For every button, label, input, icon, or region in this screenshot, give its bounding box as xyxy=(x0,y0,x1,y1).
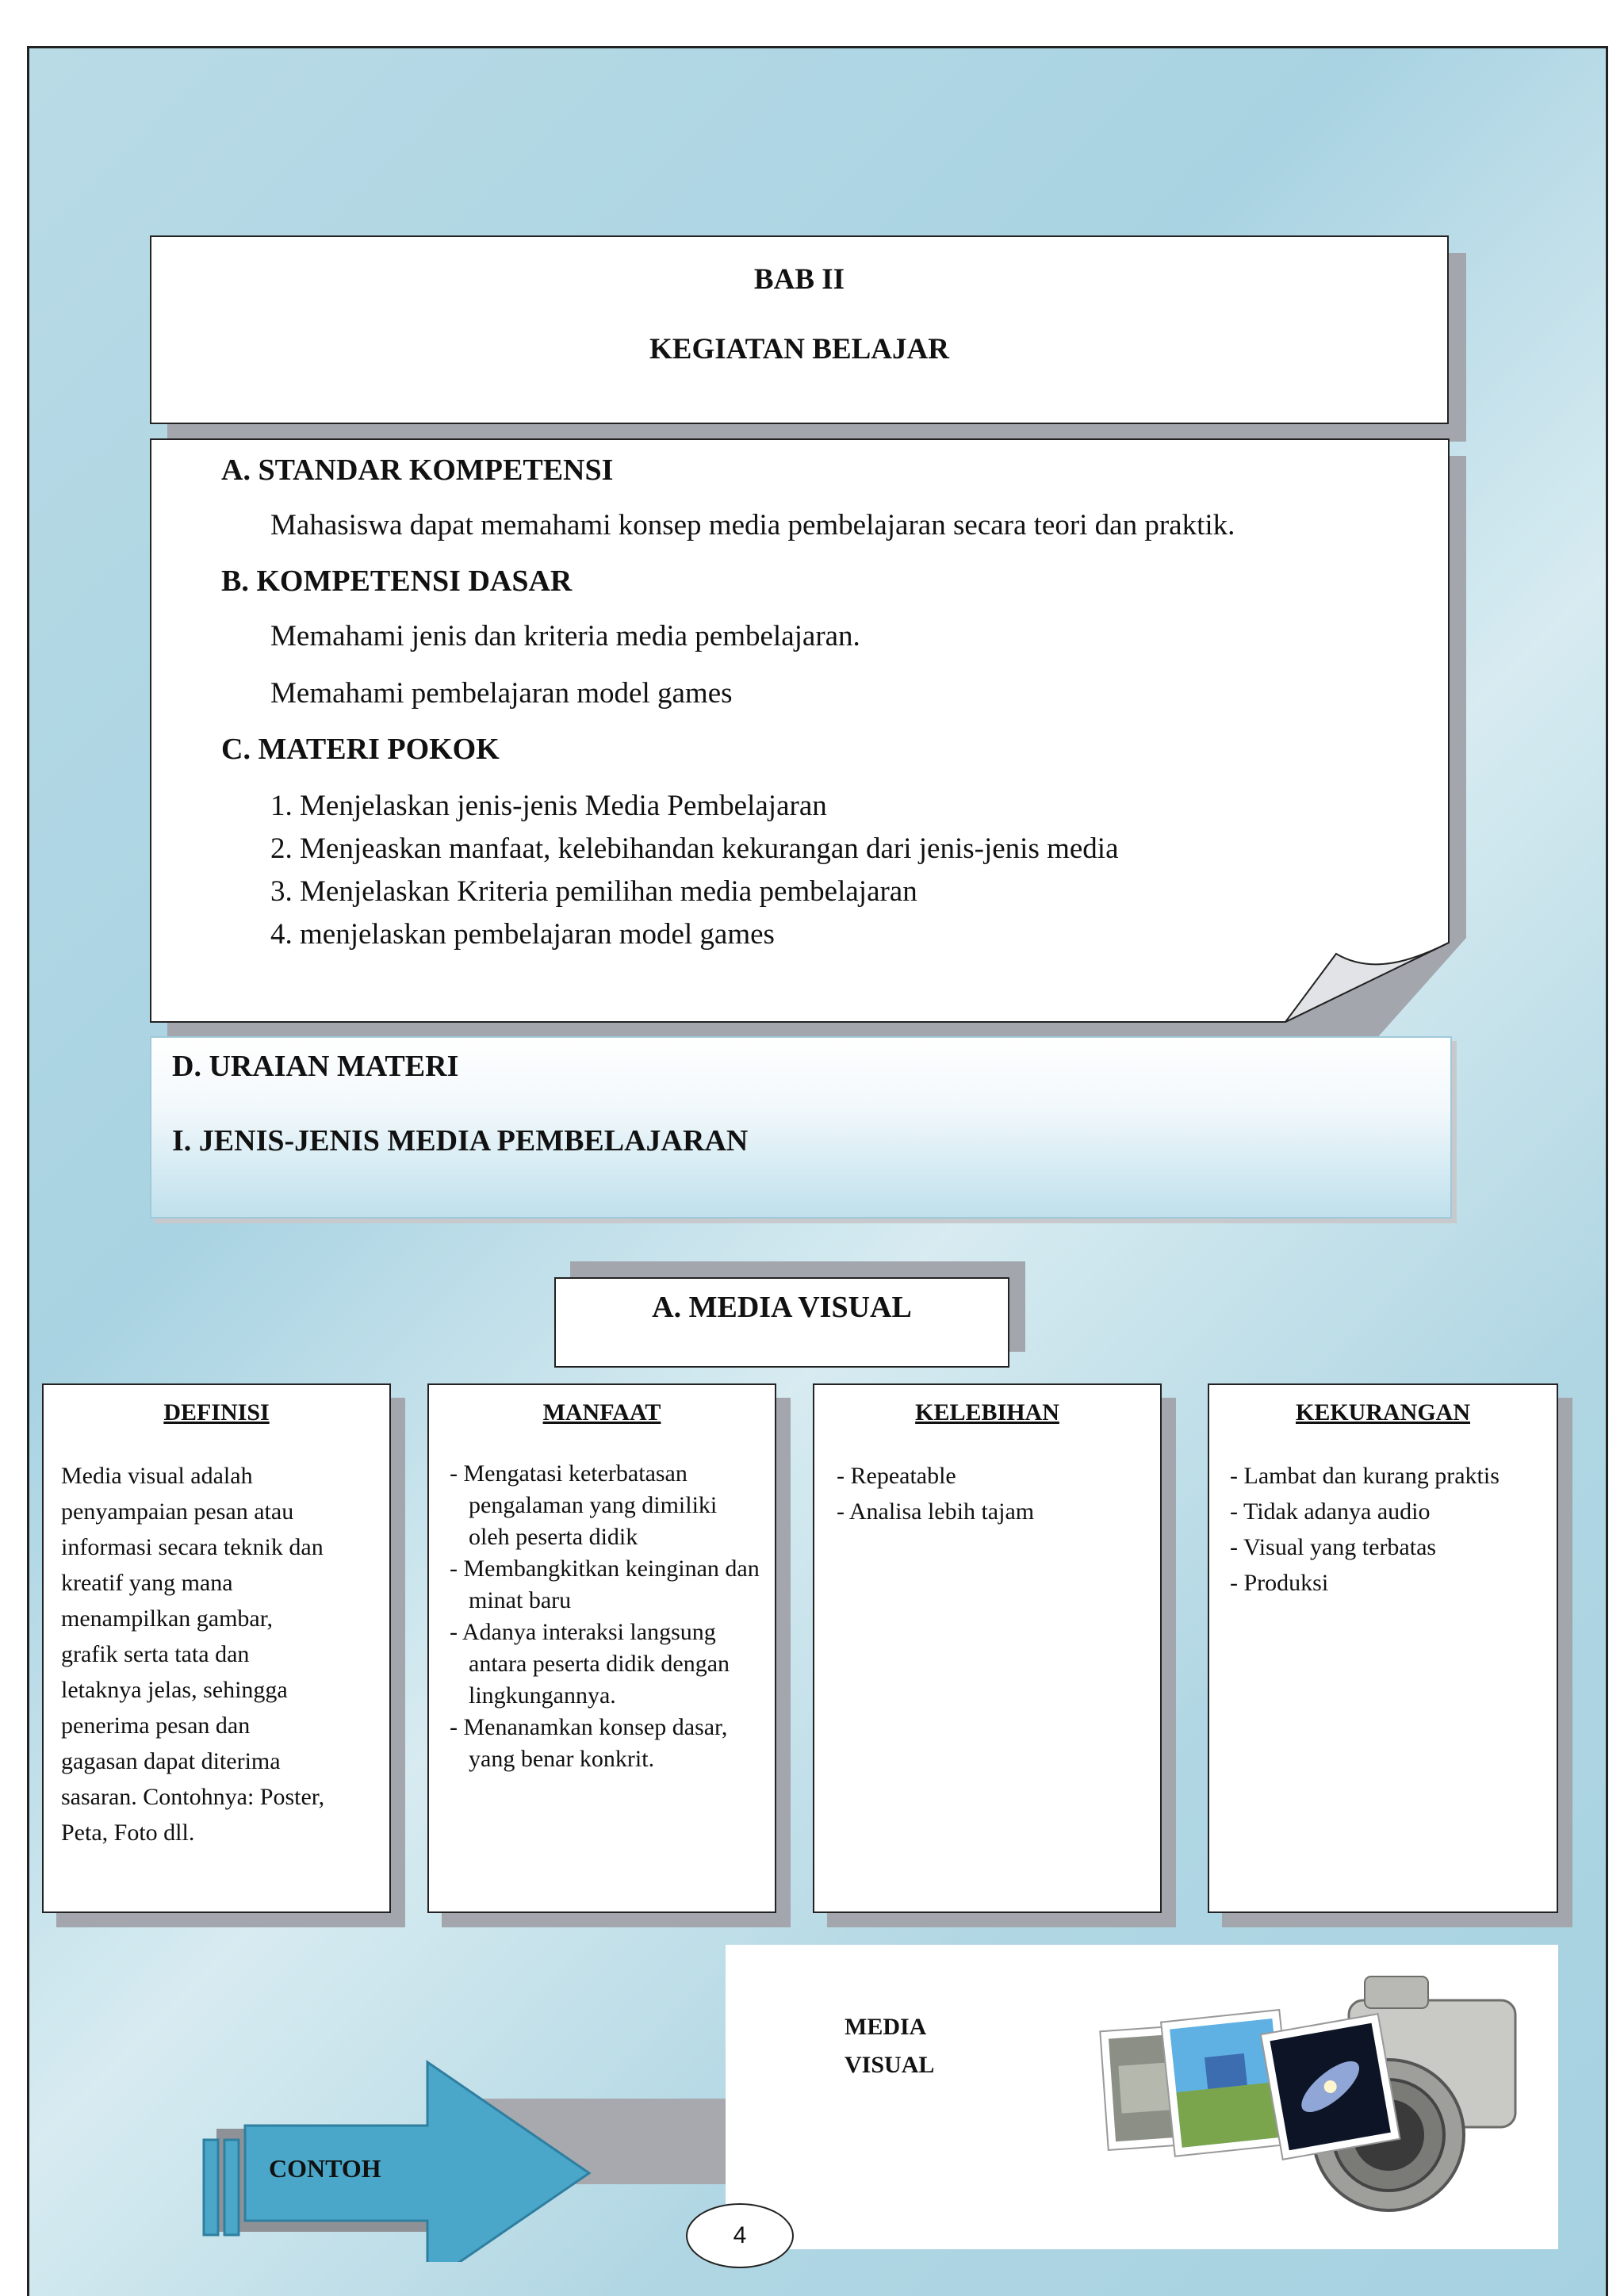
definisi-line: Peta, Foto dll. xyxy=(61,1820,195,1846)
kelebihan-body xyxy=(837,1458,1146,1529)
kompetensi-dasar-heading: B. KOMPETENSI DASAR xyxy=(221,564,573,598)
kompetensi-dasar-text-1: Memahami jenis dan kriteria media pembelajaran. xyxy=(270,620,860,652)
manfaat-item: - Menanamkan konsep dasar, yang benar konkrit. xyxy=(450,1714,728,1772)
kelebihan-title: KELEBIHAN xyxy=(915,1399,1059,1425)
definisi-line: grafik serta tata dan xyxy=(61,1641,250,1667)
kekurangan-item: - Produksi xyxy=(1230,1570,1329,1596)
definisi-line: letaknya jelas, sehingga xyxy=(61,1677,288,1703)
manfaat-item: - Mengatasi keterbatasan pengalaman yang dimiliki oleh peserta didik xyxy=(450,1460,718,1550)
definisi-line: kreatif yang mana xyxy=(61,1570,233,1596)
definisi-title: DEFINISI xyxy=(163,1399,270,1425)
kekurangan-body xyxy=(1230,1458,1544,1601)
definisi-line: menampilkan gambar, xyxy=(61,1605,274,1632)
kekurangan-title: KEKURANGAN xyxy=(1295,1399,1470,1425)
media-visual-label xyxy=(845,2008,934,2084)
definisi-line: sasaran. Contohnya: Poster, xyxy=(61,1784,325,1810)
manfaat-body xyxy=(450,1458,764,1775)
standar-kompetensi-text: Mahasiswa dapat memahami konsep media pembelajaran secara teori dan praktik. xyxy=(270,509,1235,541)
page-frame xyxy=(27,46,1608,2296)
kelebihan-item: - Analisa lebih tajam xyxy=(837,1498,1035,1525)
manfaat-item: - Adanya interaksi langsung antara peserta didik dengan lingkungannya. xyxy=(450,1619,730,1709)
definisi-line: informasi secara teknik dan xyxy=(61,1534,324,1560)
contoh-arrow xyxy=(193,2046,605,2262)
competency-box xyxy=(150,438,1466,1039)
kekurangan-item: - Tidak adanya audio xyxy=(1230,1498,1431,1525)
kelebihan-item: - Repeatable xyxy=(837,1463,956,1489)
kompetensi-dasar-text-2: Memahami pembelajaran model games xyxy=(270,677,733,710)
media-visual-title-box xyxy=(554,1277,1009,1368)
definisi-line: penerima pesan dan xyxy=(61,1712,251,1739)
manfaat-item: - Membangkitkan keinginan dan minat baru xyxy=(450,1556,760,1613)
manfaat-column xyxy=(427,1383,776,1913)
media-visual-title: A. MEDIA VISUAL xyxy=(652,1291,912,1324)
contoh-label: CONTOH xyxy=(269,2154,381,2183)
manfaat-title: MANFAAT xyxy=(542,1399,661,1425)
kelebihan-column xyxy=(813,1383,1162,1913)
chapter-title: KEGIATAN BELAJAR xyxy=(649,333,949,365)
media-visual-example-panel xyxy=(726,1945,1558,2249)
standar-kompetensi-heading: A. STANDAR KOMPETENSI xyxy=(221,453,614,487)
arrow-right-icon xyxy=(193,2046,605,2262)
uraian-materi-heading: D. URAIAN MATERI xyxy=(172,1050,459,1083)
materi-pokok-item: 4. menjelaskan pembelajaran model games xyxy=(270,918,775,951)
jenis-media-heading: I. JENIS-JENIS MEDIA PEMBELAJARAN xyxy=(172,1124,749,1158)
chapter-header-box xyxy=(150,235,1449,424)
page-number-oval xyxy=(686,2203,794,2268)
kekurangan-column xyxy=(1208,1383,1558,1913)
definisi-line: penyampaian pesan atau xyxy=(61,1498,294,1525)
media-label-line: MEDIA xyxy=(845,2014,927,2040)
definisi-body xyxy=(61,1458,378,1850)
definisi-line: gagasan dapat diterima xyxy=(61,1748,281,1774)
definisi-column xyxy=(42,1383,391,1913)
materi-pokok-item: 2. Menjeaskan manfaat, kelebihandan kekurangan dari jenis-jenis media xyxy=(270,832,1119,865)
kekurangan-item: - Visual yang terbatas xyxy=(1230,1534,1437,1560)
uraian-materi-band xyxy=(150,1036,1452,1219)
chapter-label: BAB II xyxy=(753,263,845,296)
definisi-line: Media visual adalah xyxy=(61,1463,253,1489)
materi-pokok-item: 1. Menjelaskan jenis-jenis Media Pembelajaran xyxy=(270,790,827,822)
page-number: 4 xyxy=(733,2222,747,2248)
media-label-line: VISUAL xyxy=(845,2052,935,2078)
kekurangan-item: - Lambat dan kurang praktis xyxy=(1230,1463,1500,1489)
camera-photo-collage-icon xyxy=(1087,1953,1531,2230)
materi-pokok-item: 3. Menjelaskan Kriteria pemilihan media pembelajaran xyxy=(270,875,917,908)
materi-pokok-heading: C. MATERI POKOK xyxy=(221,733,500,766)
